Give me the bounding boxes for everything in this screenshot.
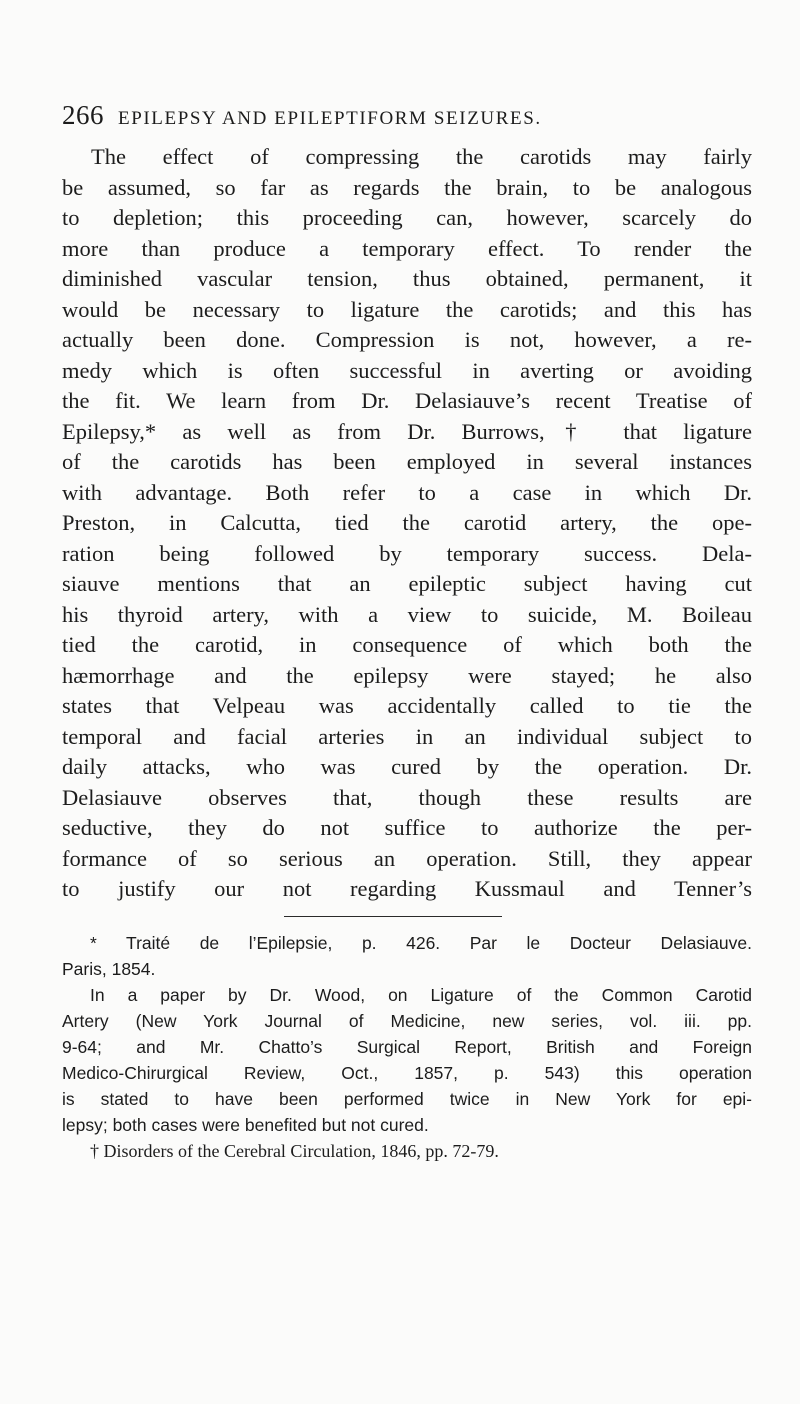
footnote-line: In a paper by Dr. Wood, on Ligature of the Common Carotid [90,985,752,1005]
footnotes [62,930,752,1164]
body-line: formance of so serious an operation. Still, they appear [62,845,752,871]
body-line: actually been done. Compression is not, however, a re- [62,327,752,352]
body-line: daily attacks, who was cured by the operation. Dr. [62,754,752,779]
body-line: with advantage. Both refer to a case in which Dr. [62,479,752,505]
body-line: medy which is often successful in averting or avoiding [62,357,752,383]
body-line: to justify our not regarding Kussmaul and Tenner’s [62,876,752,901]
body-line: seductive, they do not suffice to authorize the per- [62,815,752,840]
body-line: diminished vascular tension, thus obtained, permanent, it [62,266,752,291]
body-line: more than produce a temporary effect. To render the [62,235,752,261]
body-line: hæmorrhage and the epilepsy were stayed; he also [62,662,752,688]
body-line: Delasiauve observes that, though these results are [62,784,752,810]
footnote-line: is stated to have been performed twice in New York for epi- [62,1089,752,1109]
body-line: his thyroid artery, with a view to suicide, M. Boileau [62,601,752,627]
body-line: tied the carotid, in consequence of which both the [62,632,752,657]
body-paragraph [62,142,752,905]
body-line: states that Velpeau was accidentally called to tie the [62,693,752,718]
footnote-line: 9-64; and Mr. Chatto’s Surgical Report, British and Foreign [62,1037,752,1057]
body-line: ration being followed by temporary success. Dela- [62,540,752,566]
body-line: The effect of compressing the carotids may fairly [91,144,752,169]
footnote-line: † Disorders of the Cerebral Circulation, 1846, pp. 72-79. [90,1141,499,1161]
running-title: EPILEPSY AND EPILEPTIFORM SEIZURES. [118,108,542,129]
body-line: the fit. We learn from Dr. Delasiauve’s recent Treatise of [62,388,752,413]
body-line: to depletion; this proceeding can, however, scarcely do [62,205,752,230]
page-number: 266 [62,100,104,130]
body-line: be assumed, so far as regards the brain, to be analogous [62,174,752,200]
footnote-line: Artery (New York Journal of Medicine, new series, vol. iii. pp. [62,1011,752,1031]
body-line: siauve mentions that an epileptic subject having cut [62,571,752,596]
footnote-divider [284,916,502,917]
body-line: Epilepsy,* as well as from Dr. Burrows,† that ligature [62,418,752,444]
footnote-line: Medico-Chirurgical Review, Oct., 1857, p. 543) this operation [62,1063,752,1083]
body-line: temporal and facial arteries in an individual subject to [62,723,752,749]
body-line: would be necessary to ligature the carotids; and this has [62,296,752,322]
footnote-line: Paris, 1854. [62,959,156,979]
footnote-line: lepsy; both cases were benefited but not cured. [62,1115,429,1135]
body-line: of the carotids has been employed in several instances [62,449,752,474]
footnote-line: * Traité de l’Epilepsie, p. 426. Par le Docteur Delasiauve. [90,933,752,953]
running-head [62,100,752,140]
body-line: Preston, in Calcutta, tied the carotid artery, the ope- [62,510,752,535]
